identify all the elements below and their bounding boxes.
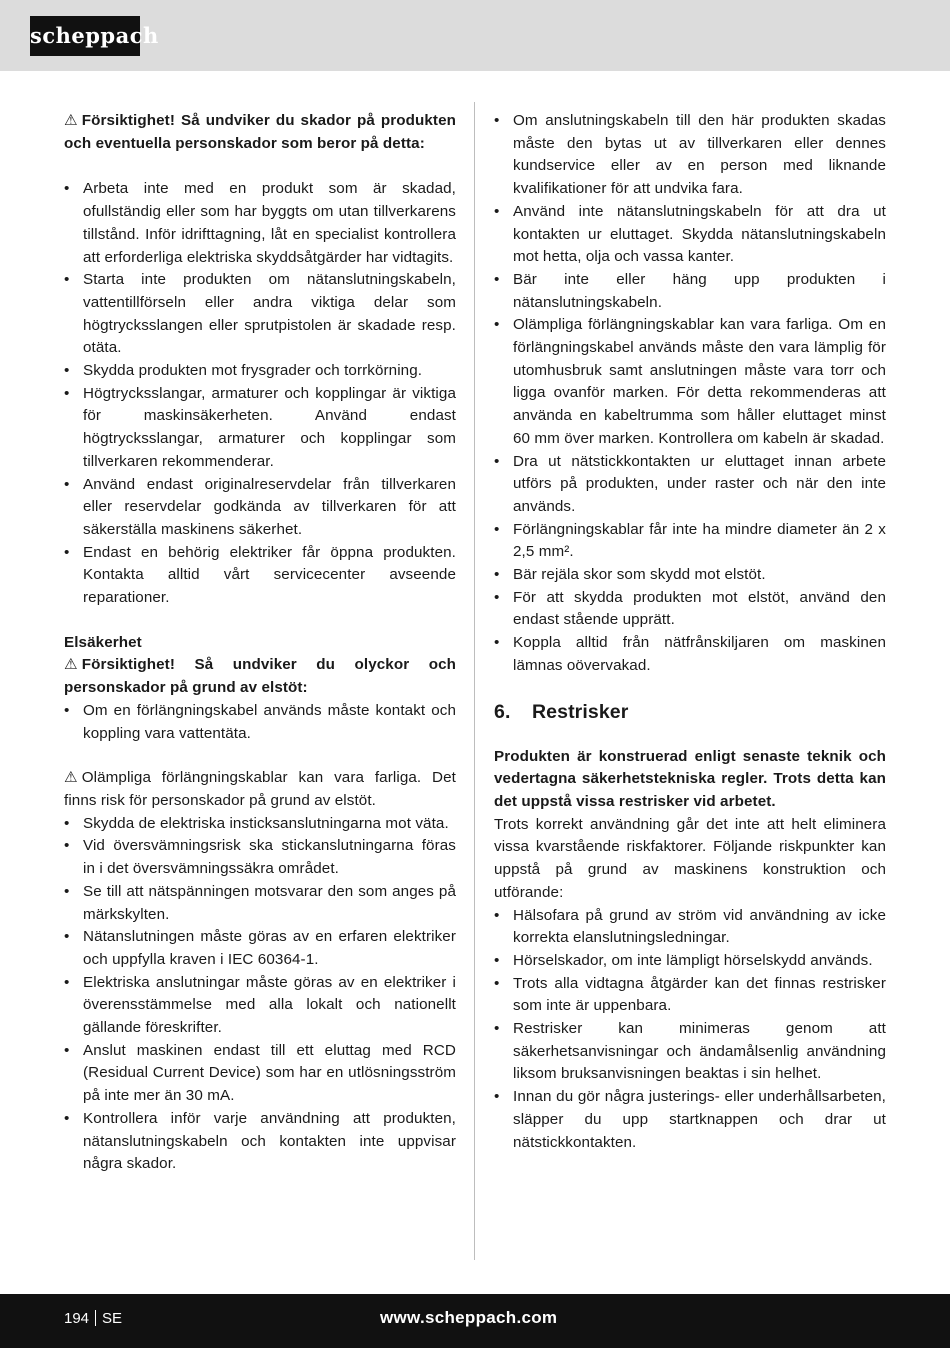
- list-item: • Vid översvämningsrisk ska stickanslutningarna föras in i det översvämningssäkra området.: [64, 835, 456, 880]
- list-item: • Nätanslutningen måste göras av en erfaren elektriker och uppfylla kraven i IEC 60364-1.: [64, 926, 456, 971]
- electric-safety-list-1: [64, 700, 456, 745]
- restrisker-intro-bold: Produkten är konstruerad enligt senaste teknik och vedertagna säkerhetstekniska regler. Trots detta kan det uppstå vissa restrisker vid arbetet.: [494, 747, 886, 810]
- list-item: • Använd inte nätanslutningskabeln för att dra ut kontakten ur eluttaget. Skydda nätanslutningskabeln mot hetta, olja och vassa kanter.: [494, 201, 886, 269]
- page-footer: [0, 1294, 950, 1348]
- list-item: • Koppla alltid från nätfrånskiljaren om maskinen lämnas oövervakad.: [494, 632, 886, 677]
- list-item: • Arbeta inte med en produkt som är skadad, ofullständig eller som har byggts om utan tillverkarens tillstånd. Inför idrifttagning, låt en specialist kontrollera att erforderliga elektriska skyddsåtgärder har vidtagits.: [64, 178, 456, 269]
- page-number-block: [64, 1308, 122, 1330]
- list-item: • Om en förlängningskabel används måste kontakt och koppling vara vattentäta.: [64, 700, 456, 745]
- section-title-text: Restrisker: [532, 700, 629, 723]
- caution-extension-cables: ⚠ Olämpliga förlängningskablar kan vara farliga. Det finns risk för personskador på grund av elstöt.: [64, 769, 456, 809]
- website-link[interactable]: www.scheppach.com: [380, 1308, 558, 1327]
- warning-triangle-icon: ⚠: [64, 112, 78, 129]
- list-item: • Innan du gör några justerings- eller underhållsarbeten, släpper du upp startknappen och drar ut nätstickkontakten.: [494, 1086, 886, 1154]
- section-heading-elsakerhet: Elsäkerhet: [64, 633, 142, 651]
- list-item: • Se till att nätspänningen motsvarar den som anges på märkskylten.: [64, 881, 456, 926]
- list-item: • Olämpliga förlängningskablar kan vara farliga. Om en förlängningskabel används måste den vara lämplig för utomhusbruk samt anslutningen måste vara torr och ligga ovanför marken. För detta rekommenderas att använda en kabeltrumma som håller eluttaget minst 60 mm över marken. Kontrollera om kabeln är skadad.: [494, 314, 886, 450]
- list-item: • Starta inte produkten om nätanslutningskabeln, vattentillförseln eller andra viktiga delar som högtrycksslangen eller sprutpistolen är skadade resp. otäta.: [64, 269, 456, 360]
- list-item: • Skydda de elektriska insticksanslutningarna mot väta.: [64, 813, 456, 836]
- footer-separator: [95, 1310, 96, 1326]
- list-item: • Högtrycksslangar, armaturer och kopplingar är viktiga för maskinsäkerheten. Använd endast högtrycksslangar, armaturer och kopplingar som tillverkaren rekommenderar.: [64, 383, 456, 474]
- caution-heading-electric: ⚠ Försiktighet! Så undviker du olyckor och personskador på grund av elstöt:: [64, 656, 456, 697]
- list-item: • För att skydda produkten mot elstöt, använd den endast stående upprätt.: [494, 587, 886, 632]
- list-item: • Förlängningskablar får inte ha mindre diameter än 2 x 2,5 mm².: [494, 519, 886, 564]
- list-item: • Kontrollera inför varje användning att produkten, nätanslutningskabeln och kontakten inte uppvisar några skador.: [64, 1108, 456, 1176]
- right-column: [494, 110, 886, 1154]
- list-item: • Restrisker kan minimeras genom att säkerhetsanvisningar och ändamålsenlig användning liksom bruksanvisningen beaktas i sin helhet.: [494, 1018, 886, 1086]
- cable-safety-list: [494, 110, 886, 678]
- list-item: • Använd endast originalreservdelar från tillverkaren eller reservdelar godkända av tillverkaren för att säkerställa maskinens säkerhet.: [64, 474, 456, 542]
- column-divider: [474, 102, 475, 1260]
- language-code: SE: [102, 1310, 123, 1327]
- section-number: 6.: [494, 700, 511, 723]
- list-item: • Endast en behörig elektriker får öppna produkten. Kontakta alltid vårt servicecenter avseende reparationer.: [64, 542, 456, 610]
- page-header: [0, 0, 950, 71]
- list-item: • Hälsofara på grund av ström vid användning av icke korrekta elanslutningsledningar.: [494, 905, 886, 950]
- list-item: • Dra ut nätstickkontakten ur eluttaget innan arbete utförs på produkten, under raster och när den inte används.: [494, 451, 886, 519]
- list-item: • Bär inte eller häng upp produkten i nätanslutningskabeln.: [494, 269, 886, 314]
- product-safety-list: [64, 178, 456, 609]
- scheppach-logo: scheppach: [30, 16, 140, 56]
- list-item: • Bär rejäla skor som skydd mot elstöt.: [494, 564, 886, 587]
- residual-risk-list: [494, 905, 886, 1155]
- caution-heading-product: ⚠ Försiktighet! Så undviker du skador på produkten och eventuella personskador som beror på detta:: [64, 112, 456, 152]
- left-column: [64, 110, 456, 1176]
- list-item: • Trots alla vidtagna åtgärder kan det finnas restrisker som inte är uppenbara.: [494, 973, 886, 1018]
- warning-triangle-icon: ⚠: [64, 769, 78, 787]
- warning-triangle-icon: ⚠: [64, 656, 78, 674]
- list-item: • Elektriska anslutningar måste göras av en elektriker i överensstämmelse med alla lokalt och nationellt gällande föreskrifter.: [64, 972, 456, 1040]
- page-number: 194: [64, 1310, 90, 1327]
- list-item: • Anslut maskinen endast till ett eluttag med RCD (Residual Current Device) som har en utlösningsström på inte mer än 30 mA.: [64, 1040, 456, 1108]
- list-item: • Hörselskador, om inte lämpligt hörselskydd används.: [494, 950, 886, 973]
- section-title-restrisker: [494, 700, 886, 724]
- restrisker-intro-text: Trots korrekt användning går det inte att helt eliminera vissa kvarstående riskfaktorer. Följande riskpunkter kan uppstå på grund av maskinens konstruktion och utförande:: [494, 815, 886, 901]
- list-item: • Om anslutningskabeln till den här produkten skadas måste den bytas ut av tillverkaren eller dennes kundservice eller av en person med liknande kvalifikationer för att undvika fara.: [494, 110, 886, 201]
- list-item: • Skydda produkten mot frysgrader och torrkörning.: [64, 360, 456, 383]
- electric-safety-list-2: [64, 813, 456, 1176]
